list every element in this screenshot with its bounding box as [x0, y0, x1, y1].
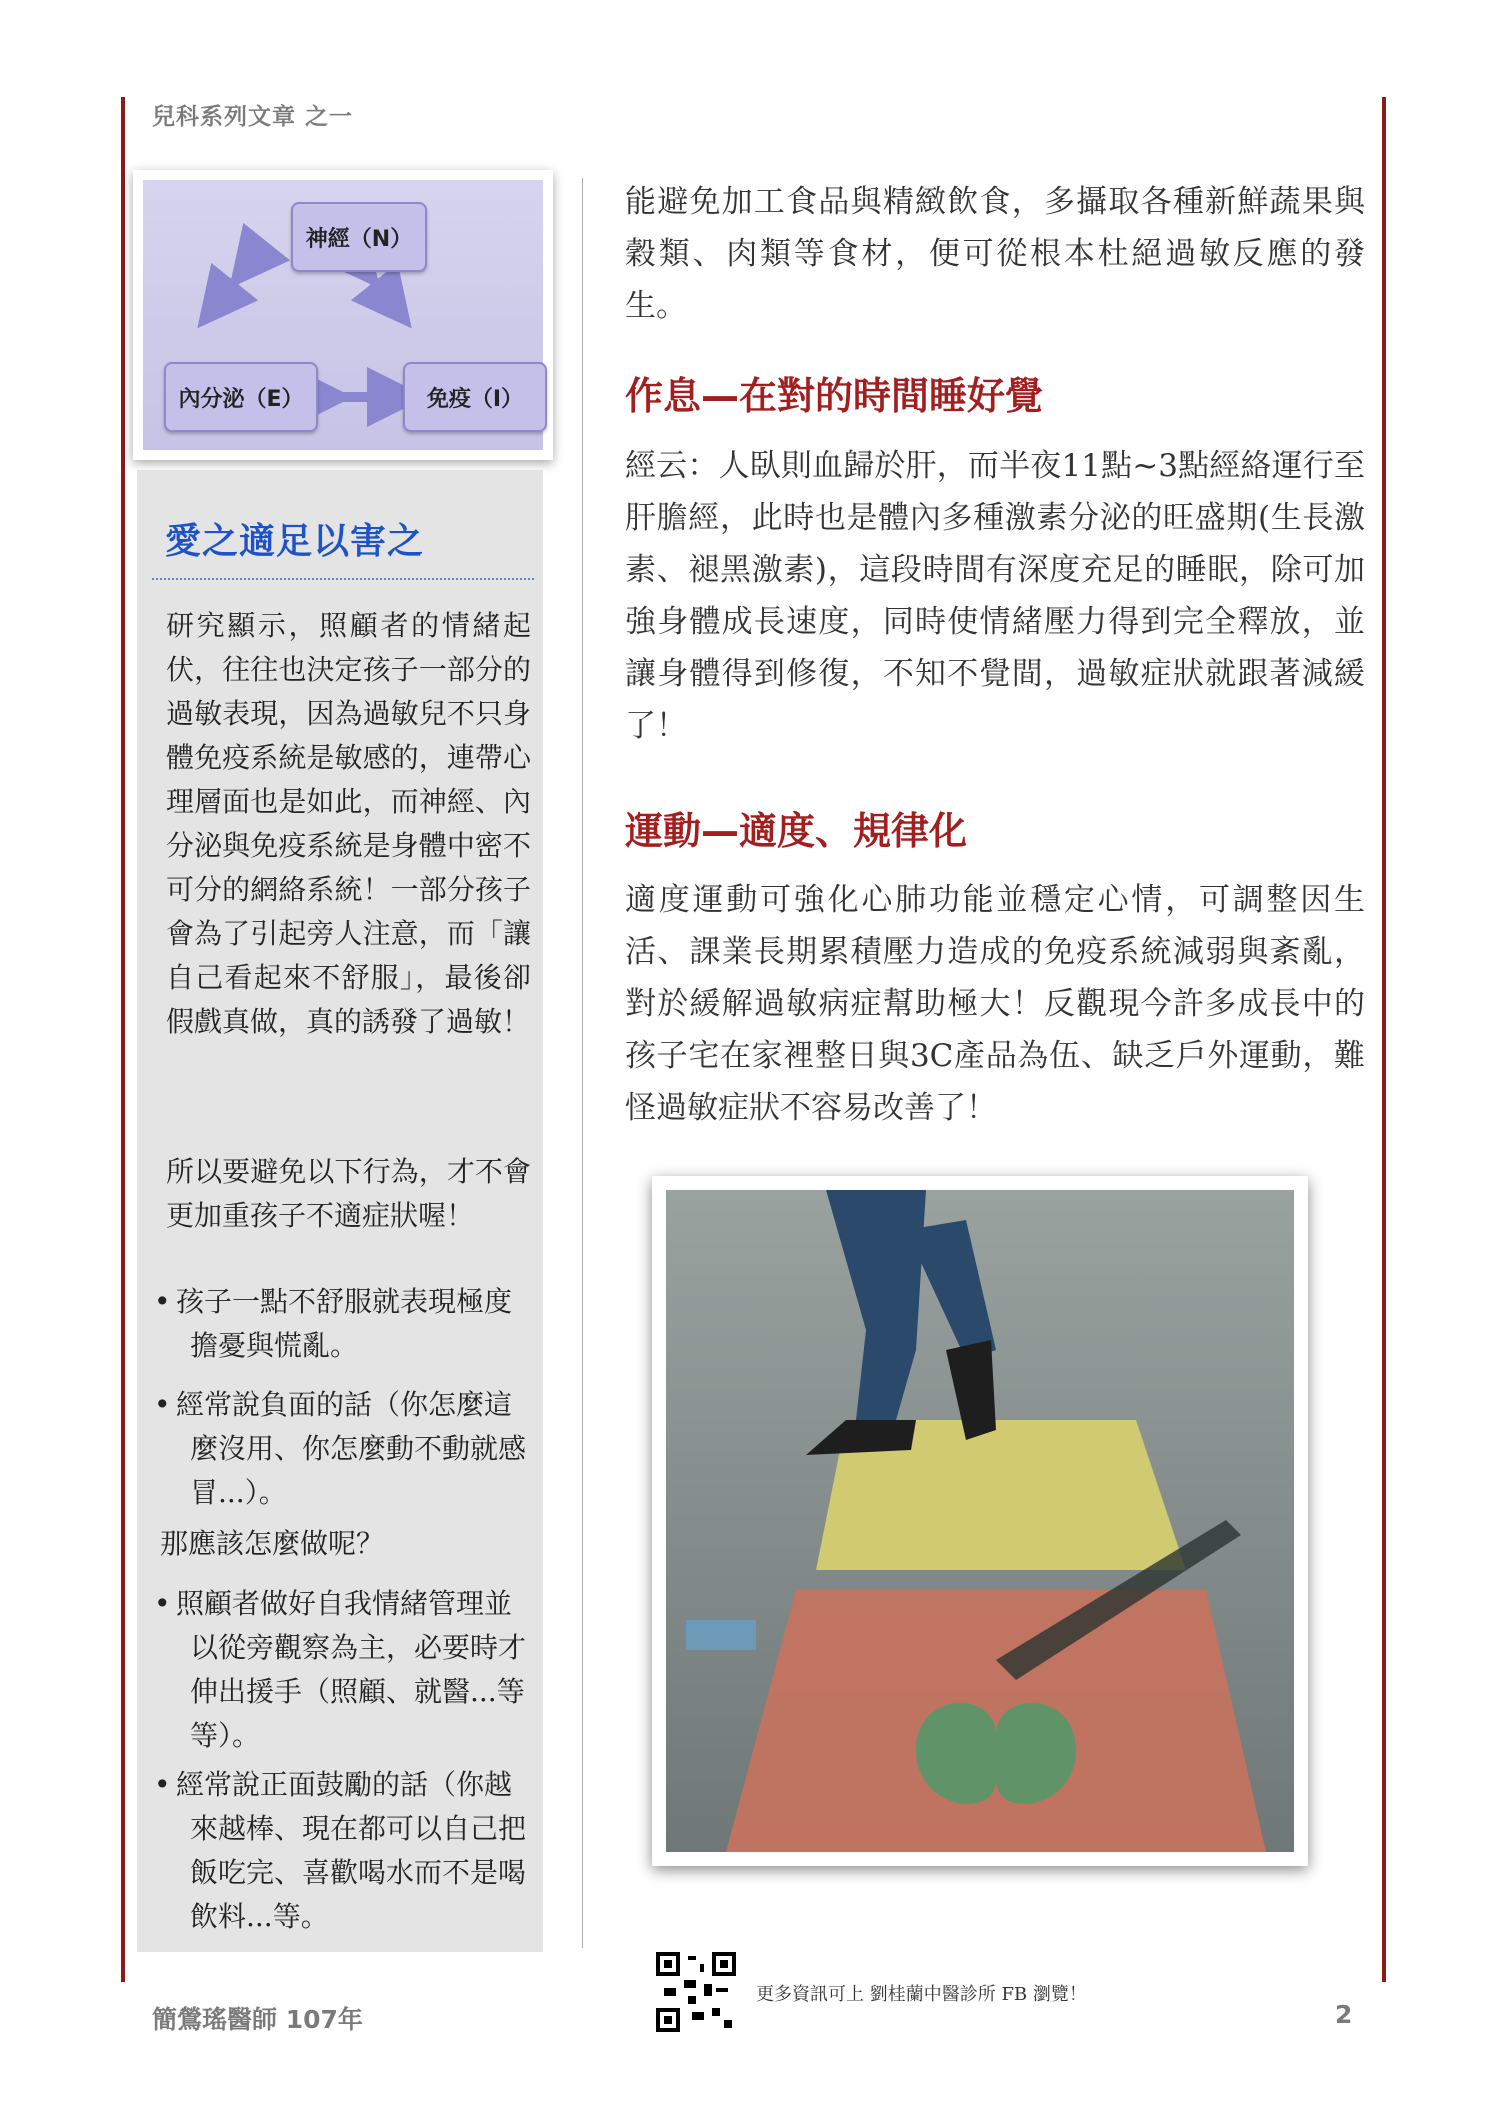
todo-list-item: • 照顧者做好自我情緒管理並以從旁觀察為主，必要時才伸出援手（照顧、就醫...等等）。	[160, 1582, 530, 1758]
column-divider	[582, 178, 583, 1948]
series-label: 兒科系列文章 之一	[152, 104, 354, 130]
avoid-list-item: • 經常說負面的話（你怎麼這麼沒用、你怎麼動不動就感冒...）。	[160, 1383, 530, 1515]
bullet-dot: •	[154, 1768, 171, 1801]
sidebar-todo-intro: 那應該怎麼做呢？	[160, 1527, 385, 1560]
qr-code-icon[interactable]	[656, 1952, 736, 2032]
sidebar-intro-paragraph: 研究顯示，照顧者的情緒起伏，往往也決定孩子一部分的過敏表現，因為過敏兒不只身體免疫系統是敏感的，連帶心理層面也是如此，而神經、內分泌與免疫系統是身體中密不可分的網絡系統！一部分孩子會為了引起旁人注意，而「讓自己看起來不舒服」，最後卻假戲真做，真的誘發了過敏！	[166, 609, 531, 1038]
heading-sleep: 作息—在對的時間睡好覺	[625, 374, 1044, 418]
diagram-background	[143, 180, 543, 450]
footer-author: 簡鶯瑤醫師 107年	[152, 2005, 363, 2034]
bullet-dot: •	[154, 1285, 171, 1318]
sidebar-avoid-intro: 所以要避免以下行為，才不會更加重孩子不適症狀喔！	[166, 1155, 531, 1232]
hopscotch-illustration	[666, 1190, 1294, 1852]
heading-exercise: 運動—適度、規律化	[625, 809, 968, 853]
footer-note: 更多資訊可上 劉桂蘭中醫診所 FB 瀏覽！	[756, 1984, 1087, 2005]
page-number: 2	[1335, 2000, 1353, 2029]
diagram-node-immune: 免疫（I）	[403, 362, 547, 432]
avoid-list-item: • 孩子一點不舒服就表現極度擔憂與慌亂。	[160, 1280, 530, 1368]
exercise-paragraph: 適度運動可強化心肺功能並穩定心情，可調整因生活、課業長期累積壓力造成的免疫系統減弱與紊亂，對於緩解過敏病症幫助極大！反觀現今許多成長中的孩子宅在家裡整日與3C產品為伍、缺乏戶外運動，難怪過敏症狀不容易改善了！	[625, 882, 1365, 1126]
diagram-node-endocrine: 內分泌（E）	[164, 362, 318, 432]
photo-image	[666, 1190, 1294, 1852]
hopscotch-photo	[652, 1176, 1308, 1866]
bullet-dot: •	[154, 1388, 171, 1421]
nei-diagram	[133, 170, 553, 460]
diagram-node-nerve: 神經（N）	[291, 202, 427, 272]
sidebar-title: 愛之適足以害之	[165, 521, 425, 562]
bullet-dot: •	[154, 1587, 171, 1620]
sidebar-divider	[152, 578, 534, 580]
diet-paragraph-end: 能避免加工食品與精緻飲食，多攝取各種新鮮蔬果與穀類、肉類等食材，便可從根本杜絕過敏反應的發生。	[625, 184, 1365, 324]
sleep-paragraph: 經云：人臥則血歸於肝，而半夜11點~3點經絡運行至肝膽經，此時也是體內多種激素分泌的旺盛期(生長激素、褪黑激素)，這段時間有深度充足的睡眠，除可加強身體成長速度，同時使情緒壓力得到完全釋放，並讓身體得到修復，不知不覺間，過敏症狀就跟著減緩了！	[625, 448, 1365, 744]
left-margin-rule	[121, 97, 125, 1982]
right-margin-rule	[1382, 97, 1386, 1982]
arrow-n-e	[216, 265, 248, 305]
todo-list-item: • 經常說正面鼓勵的話（你越來越棒、現在都可以自己把飯吃完、喜歡喝水而不是喝飲料...等。	[160, 1763, 530, 1939]
